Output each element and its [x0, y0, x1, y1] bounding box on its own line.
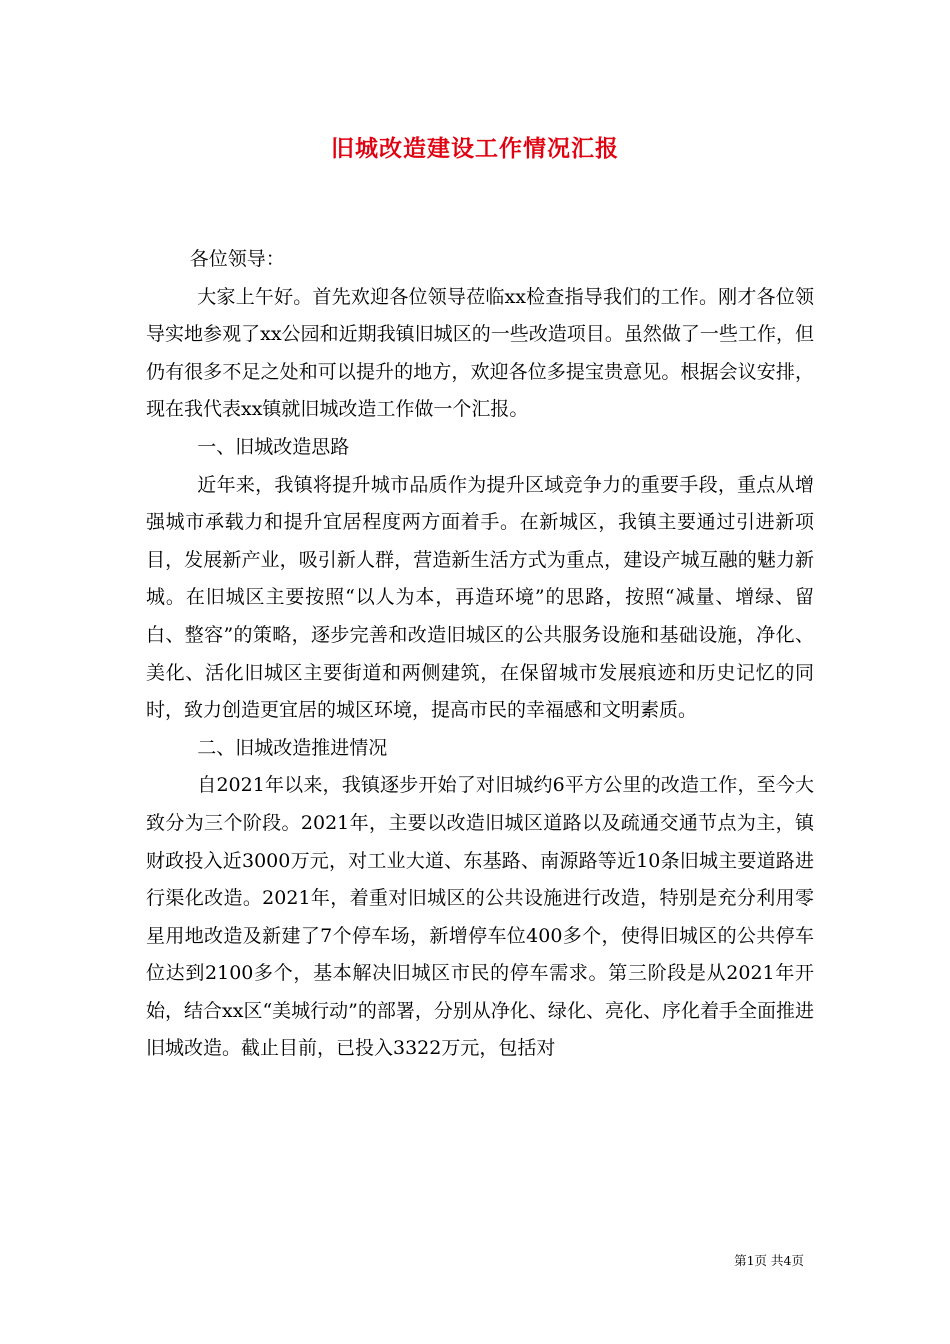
document-title: 旧城改造建设工作情况汇报 [331, 135, 619, 162]
paragraph-progress: 自2021年以来，我镇逐步开始了对旧城约6平方公里的改造工作，至今大致分为三个阶段。2021年，主要以改造旧城区道路以及疏通交通节点为主，镇财政投入近3000万元，对工业大道、东基路、南源路等近10条旧城主要道路进行渠化改造。2021年，着重对旧城区的公共设施进行改造，特别是充分利用零星用地改造及新建了7个停车场，新增停车位400多个，使得旧城区的公共停车位达到2100多个，基本解决旧城区市民的停车需求。第三阶段是从2021年开始，结合xx区“美城行动”的部署，分别从净化、绿化、亮化、序化着手全面推进旧城改造。截止目前，已投入3322万元，包括对 [146, 774, 814, 1060]
salutation: 各位领导： [189, 248, 285, 270]
page-number-footer: 第1页 共4页 [734, 1253, 804, 1268]
document-body [146, 241, 814, 1068]
paragraph-intro: 大家上午好。首先欢迎各位领导莅临xx检查指导我们的工作。刚才各位领导实地参观了xx公园和近期我镇旧城区的一些改造项目。虽然做了一些工作，但仍有很多不足之处和可以提升的地方，欢迎各位多提宝贵意见。根据会议安排，现在我代表xx镇就旧城改造工作做一个汇报。 [146, 285, 814, 421]
paragraph-ideas: 近年来，我镇将提升城市品质作为提升区域竞争力的重要手段，重点从增强城市承载力和提升宜居程度两方面着手。在新城区，我镇主要通过引进新项目，发展新产业，吸引新人群，营造新生活方式为重点，建设产城互融的魅力新城。在旧城区主要按照“以人为本，再造环境”的思路，按照“减量、增绿、留白、整容”的策略，逐步完善和改造旧城区的公共服务设施和基础设施，净化、美化、活化旧城区主要街道和两侧建筑，在保留城市发展痕迹和历史记忆的同时，致力创造更宜居的城区环境，提高市民的幸福感和文明素质。 [146, 473, 814, 722]
section-heading-1: 一、旧城改造思路 [197, 435, 350, 458]
section-heading-2: 二、旧城改造推进情况 [197, 736, 388, 759]
